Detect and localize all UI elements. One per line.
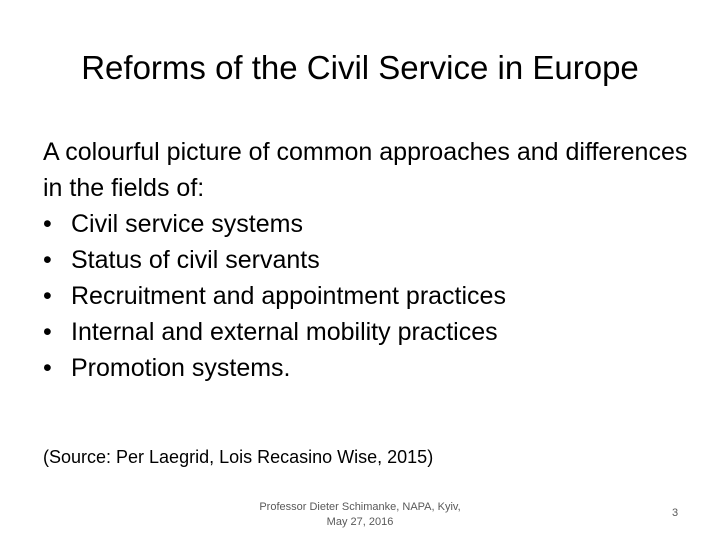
bullet-item <box>43 206 693 242</box>
bullet-item <box>43 350 693 386</box>
bullet-text: Promotion systems. <box>71 354 291 382</box>
bullet-text: Status of civil servants <box>71 246 320 274</box>
slide-number: 3 <box>671 507 679 519</box>
bullet-item <box>43 242 693 278</box>
intro-text: A colourful picture of common approaches and differences in the fields of: <box>43 138 688 202</box>
slide-body <box>43 134 693 386</box>
bullet-list <box>43 206 693 386</box>
bullet-item <box>43 278 693 314</box>
bullet-item <box>43 314 693 350</box>
footer-line-1: Professor Dieter Schimanke, NAPA, Kyiv, <box>259 501 461 513</box>
bullet-icon: • <box>43 210 52 238</box>
bullet-icon: • <box>43 246 52 274</box>
bullet-text: Internal and external mobility practices <box>71 318 498 346</box>
footer-presenter <box>245 500 475 530</box>
slide-title: Reforms of the Civil Service in Europe <box>81 49 639 86</box>
source-citation: (Source: Per Laegrid, Lois Recasino Wise, 2015) <box>43 447 434 467</box>
bullet-text: Civil service systems <box>71 210 303 238</box>
bullet-icon: • <box>43 282 52 310</box>
bullet-text: Recruitment and appointment practices <box>71 282 506 310</box>
bullet-icon: • <box>43 318 52 346</box>
bullet-icon: • <box>43 354 52 382</box>
footer-line-2: May 27, 2016 <box>326 516 394 528</box>
